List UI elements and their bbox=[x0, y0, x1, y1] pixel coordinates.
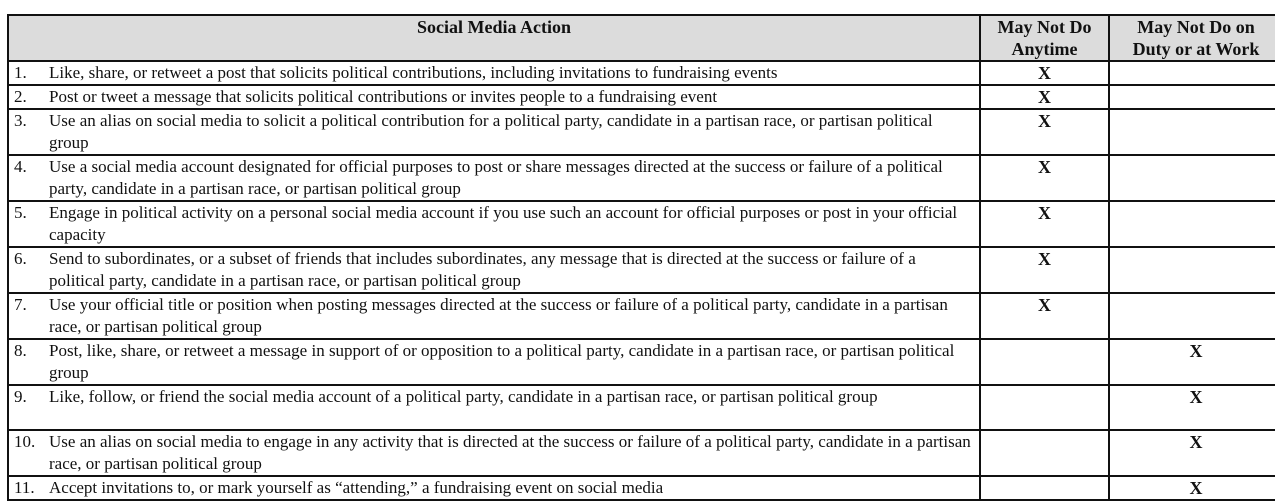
table-row bbox=[8, 476, 1275, 500]
anytime-mark: X bbox=[980, 61, 1109, 85]
row-number: 6. bbox=[14, 249, 27, 268]
anytime-mark: X bbox=[980, 109, 1109, 155]
on-duty-mark bbox=[1109, 109, 1275, 155]
social-media-rules-table bbox=[7, 14, 1275, 501]
table-row bbox=[8, 61, 1275, 85]
anytime-mark: X bbox=[980, 247, 1109, 293]
on-duty-mark bbox=[1109, 201, 1275, 247]
action-cell bbox=[8, 476, 980, 500]
anytime-mark: X bbox=[980, 201, 1109, 247]
on-duty-mark bbox=[1109, 61, 1275, 85]
action-text: Post or tweet a message that solicits political contributions or invites people to a fundraising event bbox=[49, 87, 718, 106]
action-cell bbox=[8, 430, 980, 476]
row-number: 1. bbox=[14, 63, 27, 82]
action-text: Use an alias on social media to solicit a political contribution for a political party, candidate in a partisan race, or partisan political group bbox=[49, 111, 933, 152]
row-number: 8. bbox=[14, 341, 27, 360]
table-row bbox=[8, 385, 1275, 430]
on-duty-mark bbox=[1109, 85, 1275, 109]
table-row bbox=[8, 247, 1275, 293]
action-cell bbox=[8, 85, 980, 109]
row-number: 11. bbox=[14, 478, 35, 497]
table-row bbox=[8, 85, 1275, 109]
table-header bbox=[8, 15, 1275, 61]
action-cell bbox=[8, 339, 980, 385]
action-text: Like, follow, or friend the social media account of a political party, candidate in a partisan race, or partisan political group bbox=[49, 387, 878, 406]
row-number: 7. bbox=[14, 295, 27, 314]
action-text: Use an alias on social media to engage in any activity that is directed at the success or failure of a political party, candidate in a partisan race, or partisan political group bbox=[49, 432, 971, 473]
action-text: Engage in political activity on a personal social media account if you use such an account for official purposes or post in your official capacity bbox=[49, 203, 958, 244]
action-cell bbox=[8, 385, 980, 430]
action-text: Use your official title or position when posting messages directed at the success or failure of a political party, candidate in a partisan race, or partisan political group bbox=[49, 295, 948, 336]
action-cell bbox=[8, 61, 980, 85]
on-duty-mark bbox=[1109, 293, 1275, 339]
anytime-mark: X bbox=[980, 155, 1109, 201]
header-row bbox=[8, 15, 1275, 61]
row-number: 2. bbox=[14, 87, 27, 106]
table-row bbox=[8, 293, 1275, 339]
row-number: 9. bbox=[14, 387, 27, 406]
anytime-mark bbox=[980, 385, 1109, 430]
anytime-mark bbox=[980, 339, 1109, 385]
header-may-not-do-on-duty bbox=[1109, 15, 1275, 61]
action-text: Send to subordinates, or a subset of friends that includes subordinates, any message that is directed at the success or failure of a political party, candidate in a partisan race, or partisan political group bbox=[49, 249, 916, 290]
action-cell bbox=[8, 293, 980, 339]
row-number: 3. bbox=[14, 111, 27, 130]
anytime-mark: X bbox=[980, 85, 1109, 109]
on-duty-mark: X bbox=[1109, 430, 1275, 476]
table-body bbox=[8, 61, 1275, 500]
row-number: 5. bbox=[14, 203, 27, 222]
on-duty-mark: X bbox=[1109, 339, 1275, 385]
anytime-mark bbox=[980, 476, 1109, 500]
action-cell bbox=[8, 201, 980, 247]
action-cell bbox=[8, 155, 980, 201]
anytime-mark bbox=[980, 430, 1109, 476]
table-row bbox=[8, 155, 1275, 201]
action-text: Use a social media account designated for official purposes to post or share messages directed at the success or failure of a political party, candidate in a partisan race, or partisan political group bbox=[49, 157, 943, 198]
table-row bbox=[8, 201, 1275, 247]
on-duty-mark bbox=[1109, 155, 1275, 201]
table-row bbox=[8, 339, 1275, 385]
header-may-not-do-anytime bbox=[980, 15, 1109, 61]
action-text: Post, like, share, or retweet a message in support of or opposition to a political party, candidate in a partisan race, or partisan political group bbox=[49, 341, 955, 382]
table-row bbox=[8, 109, 1275, 155]
header-anytime-line-1: May Not Do bbox=[997, 17, 1092, 37]
action-cell bbox=[8, 247, 980, 293]
table-row bbox=[8, 430, 1275, 476]
header-on-duty-line-1: May Not Do on bbox=[1137, 17, 1255, 37]
header-social-media-action: Social Media Action bbox=[8, 15, 980, 61]
action-text: Like, share, or retweet a post that solicits political contributions, including invitations to fundraising events bbox=[49, 63, 778, 82]
anytime-mark: X bbox=[980, 293, 1109, 339]
header-anytime-line-2: Anytime bbox=[1011, 39, 1078, 59]
on-duty-mark bbox=[1109, 247, 1275, 293]
row-number: 4. bbox=[14, 157, 27, 176]
action-text: Accept invitations to, or mark yourself as “attending,” a fundraising event on social media bbox=[49, 478, 664, 497]
on-duty-mark: X bbox=[1109, 476, 1275, 500]
row-number: 10. bbox=[14, 432, 36, 451]
action-cell bbox=[8, 109, 980, 155]
on-duty-mark: X bbox=[1109, 385, 1275, 430]
header-on-duty-line-2: Duty or at Work bbox=[1132, 39, 1260, 59]
